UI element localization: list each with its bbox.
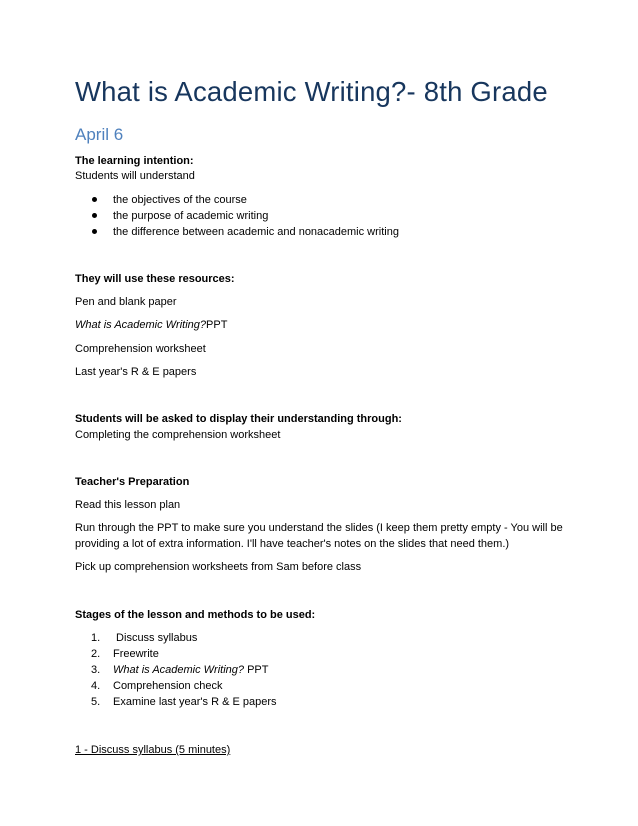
- understanding-heading: Students will be asked to display their understanding through:: [75, 413, 402, 425]
- resource-item: What is Academic Writing?PPT: [75, 319, 228, 331]
- learning-intention-intro: Students will understand: [75, 170, 195, 182]
- learning-intention-heading: The learning intention:: [75, 155, 194, 167]
- bullet-icon: [92, 229, 97, 234]
- document-title: What is Academic Writing?- 8th Grade: [75, 76, 548, 107]
- list-text: Freewrite: [113, 648, 159, 660]
- section-heading: 1 - Discuss syllabus (5 minutes): [75, 744, 231, 756]
- list-text: What is Academic Writing? PPT: [113, 664, 269, 676]
- bullet-text: the purpose of academic writing: [113, 210, 269, 222]
- resource-item: Last year's R & E papers: [75, 366, 197, 378]
- list-text: Examine last year's R & E papers: [113, 696, 277, 708]
- preparation-heading: Teacher's Preparation: [75, 476, 190, 488]
- resource-item: Comprehension worksheet: [75, 343, 206, 355]
- list-number: 2.: [91, 648, 101, 660]
- preparation-line: providing a lot of extra information. I'll have teacher's notes on the slides that need them.): [75, 538, 510, 550]
- list-number: 1.: [91, 632, 101, 644]
- stages-heading: Stages of the lesson and methods to be used:: [75, 609, 316, 621]
- preparation-line: Read this lesson plan: [75, 499, 181, 511]
- bullet-icon: [92, 213, 97, 218]
- preparation-line: Pick up comprehension worksheets from Sam before class: [75, 561, 362, 573]
- list-number: 3.: [91, 664, 101, 676]
- preparation-line: Run through the PPT to make sure you understand the slides (I keep them pretty empty - You will be: [75, 522, 563, 534]
- bullet-text: the difference between academic and nonacademic writing: [113, 226, 399, 238]
- resource-item: Pen and blank paper: [75, 296, 177, 308]
- list-text: Discuss syllabus: [113, 632, 198, 644]
- document-date: April 6: [75, 125, 124, 144]
- resources-heading: They will use these resources:: [75, 273, 235, 285]
- list-text: Comprehension check: [113, 680, 223, 692]
- bullet-icon: [92, 197, 97, 202]
- list-number: 5.: [91, 696, 101, 708]
- understanding-text: Completing the comprehension worksheet: [75, 429, 281, 441]
- bullet-text: the objectives of the course: [113, 194, 247, 206]
- list-number: 4.: [91, 680, 101, 692]
